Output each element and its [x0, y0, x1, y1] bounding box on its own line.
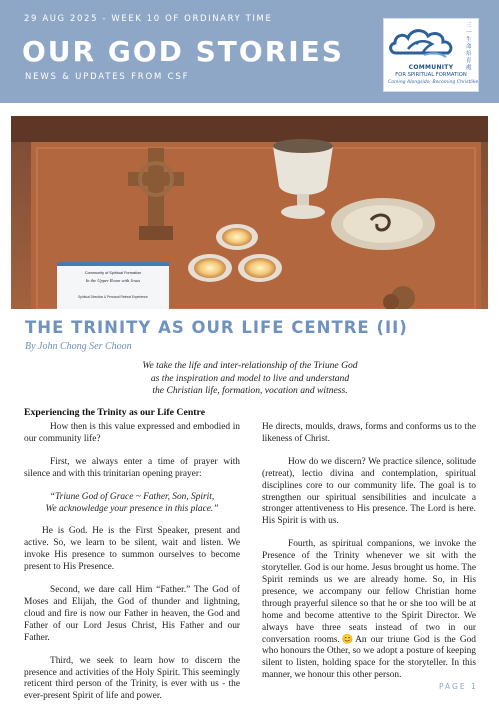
body-paragraph: Fourth, as spiritual companions, we invoke the Presence of the Trinity whenever we sit with the storyteller. God is our home. Jesus brought us home. The Spirit reminds us we are already home. So, in His presence, we accompany our fellow Christian home through prayerful silence so that he or she too will be at home and become attentive to the Spirit Director. We always have three seats instead of two in our conversation rooms.😊An our triune God is the God who honours the Other, so we adopt a posture of keeping silent to listen, holding space for the storyteller. In this manner, we honour this other person.: [262, 539, 476, 681]
event-card-line1: Community of Spiritual Formation: [84, 271, 142, 275]
article-column-right: [262, 422, 476, 693]
epigraph-line: as the inspiration and model to live and understand: [150, 372, 350, 384]
prayer-line: “Triune God of Grace ~ Father, Son, Spirit,: [49, 491, 215, 502]
body-paragraph: Third, we seek to learn how to discern the presence and activities of the Holy Spirit. This seemingly reticent third person of the Trinity, is ever with us - the ever-present Spirit of life and power.: [24, 655, 240, 702]
dove-cloud-logo-icon: [384, 19, 478, 63]
logo-org-subname: FOR SPIRITUAL FORMATION: [395, 72, 467, 78]
epigraph-line: We take the life and inter-relationship of the Triune God: [142, 360, 358, 371]
paten-plate-icon: [331, 198, 435, 250]
article-title: THE TRINITY AS OUR LIFE CENTRE (II): [25, 318, 408, 337]
event-card-line3: Spiritual Direction & Personal Retreat Experience: [78, 295, 148, 299]
opening-prayer: [24, 492, 240, 516]
event-card: [57, 262, 169, 309]
page-number: PAGE 1: [439, 682, 478, 691]
photo-illustration: [11, 116, 488, 309]
body-paragraph: He is God. He is the First Speaker, present and active. So, we learn to be silent, wait and listen. We invoke His presence to summon ourselves to become present to His Presence.: [24, 526, 240, 573]
prayer-line: We acknowledge your presence in this place.”: [45, 503, 219, 514]
section-heading: Experiencing the Trinity as our Life Centre: [24, 407, 206, 418]
logo-org-name: COMMUNITY: [408, 64, 454, 71]
body-paragraph: How do we discern? We practice silence, solitude (retreat), lectio divina and contemplation, spiritual disciplines core to our community life. The goal is to strengthen our spiritual sensibilities and inculcate a stronger attentiveness to His presence. The Lord is here. His Spirit is with us.: [262, 456, 476, 527]
epigraph-line: the Christian life, formation, vocation and witness.: [152, 385, 348, 397]
issue-date-line: 29 AUG 2025 - WEEK 10 OF ORDINARY TIME: [24, 14, 273, 24]
body-paragraph: First, we always enter a time of prayer with silence and with this trinitarian opening prayer:: [24, 456, 240, 479]
logo-tagline: Coming Alongside, Becoming Christlike: [388, 80, 479, 85]
logo-chinese-name: 三一生命培育處: [466, 23, 472, 71]
newsletter-header: [0, 0, 499, 103]
csf-logo: [383, 18, 479, 92]
body-paragraph: He directs, moulds, draws, forms and conforms us to the likeness of Christ.: [262, 422, 476, 444]
article-epigraph: [120, 360, 380, 398]
body-paragraph: How then is this value expressed and embodied in our community life?: [24, 422, 240, 444]
body-paragraph: Second, we dare call Him “Father.” The God of Moses and Elijah, the God of thunder and lightning, cloud and fire is now our Father in heaven, the God and Father of our Lord Jesus Christ, His Father and our Father.: [24, 585, 240, 643]
newsletter-title: OUR GOD STORIES: [22, 35, 344, 68]
article-byline: By John Chong Ser Choon: [25, 341, 132, 352]
article-column-left: [24, 422, 240, 714]
prayer-table-photo: [11, 116, 488, 309]
event-card-line2: In the Upper Room with Jesus: [85, 278, 141, 283]
newsletter-subtitle: NEWS & UPDATES FROM CSF: [25, 72, 190, 82]
